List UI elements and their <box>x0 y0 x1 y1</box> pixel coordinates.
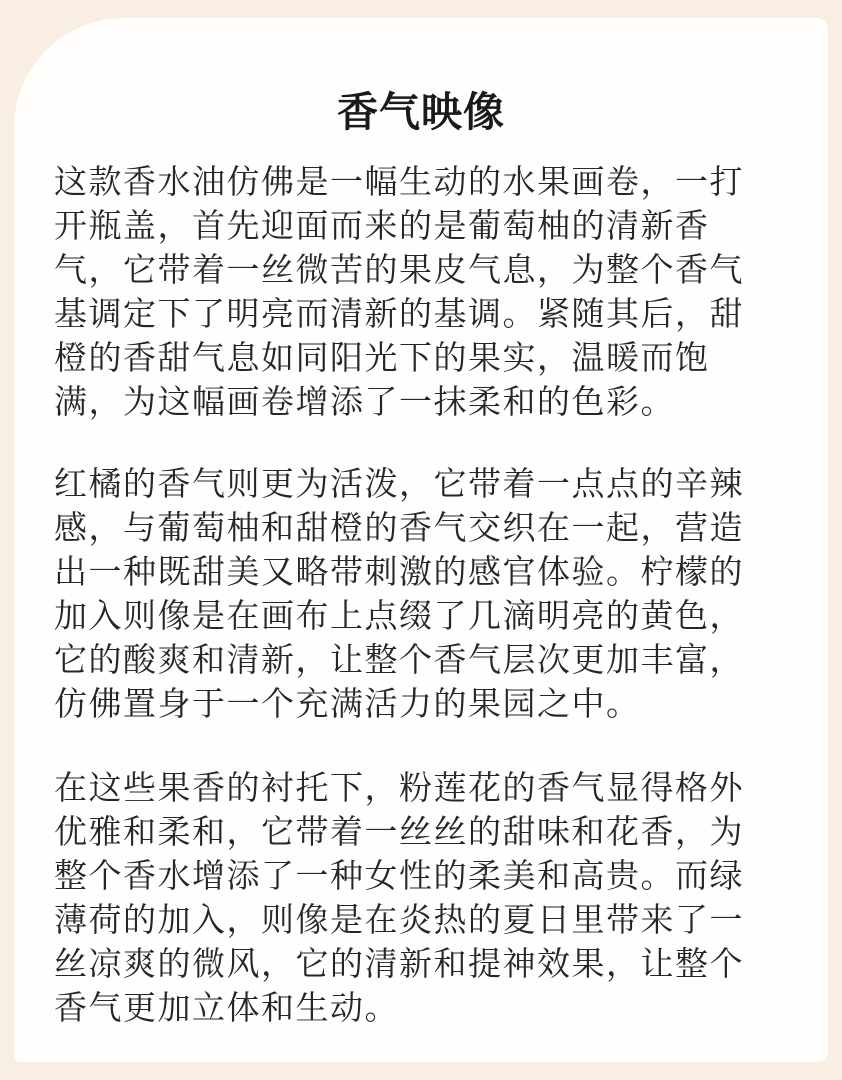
paragraph-2: 红橘的香气则更为活泼，它带着一点点的辛辣感，与葡萄柚和甜橙的香气交织在一起，营造出一种既甜美又略带刺激的感官体验。柠檬的加入则像是在画布上点缀了几滴明亮的黄色，它的酸爽和清新，让整个香气层次更加丰富，仿佛置身于一个充满活力的果园之中。 <box>54 464 744 723</box>
paragraph-1: 这款香水油仿佛是一幅生动的水果画卷，一打开瓶盖，首先迎面而来的是葡萄柚的清新香气，它带着一丝微苦的果皮气息，为整个香气基调定下了明亮而清新的基调。紧随其后，甜橙的香甜气息如同阳光下的果实，温暖而饱满，为这幅画卷增添了一抹柔和的色彩。 <box>54 162 744 421</box>
page-title: 香气映像 <box>337 88 505 137</box>
paragraph-3: 在这些果香的衬托下，粉莲花的香气显得格外优雅和柔和，它带着一丝丝的甜味和花香，为整个香水增添了一种女性的柔美和高贵。而绿薄荷的加入，则像是在炎热的夏日里带来了一丝凉爽的微风，它的清新和提神效果，让整个香气更加立体和生动。 <box>54 768 744 1027</box>
